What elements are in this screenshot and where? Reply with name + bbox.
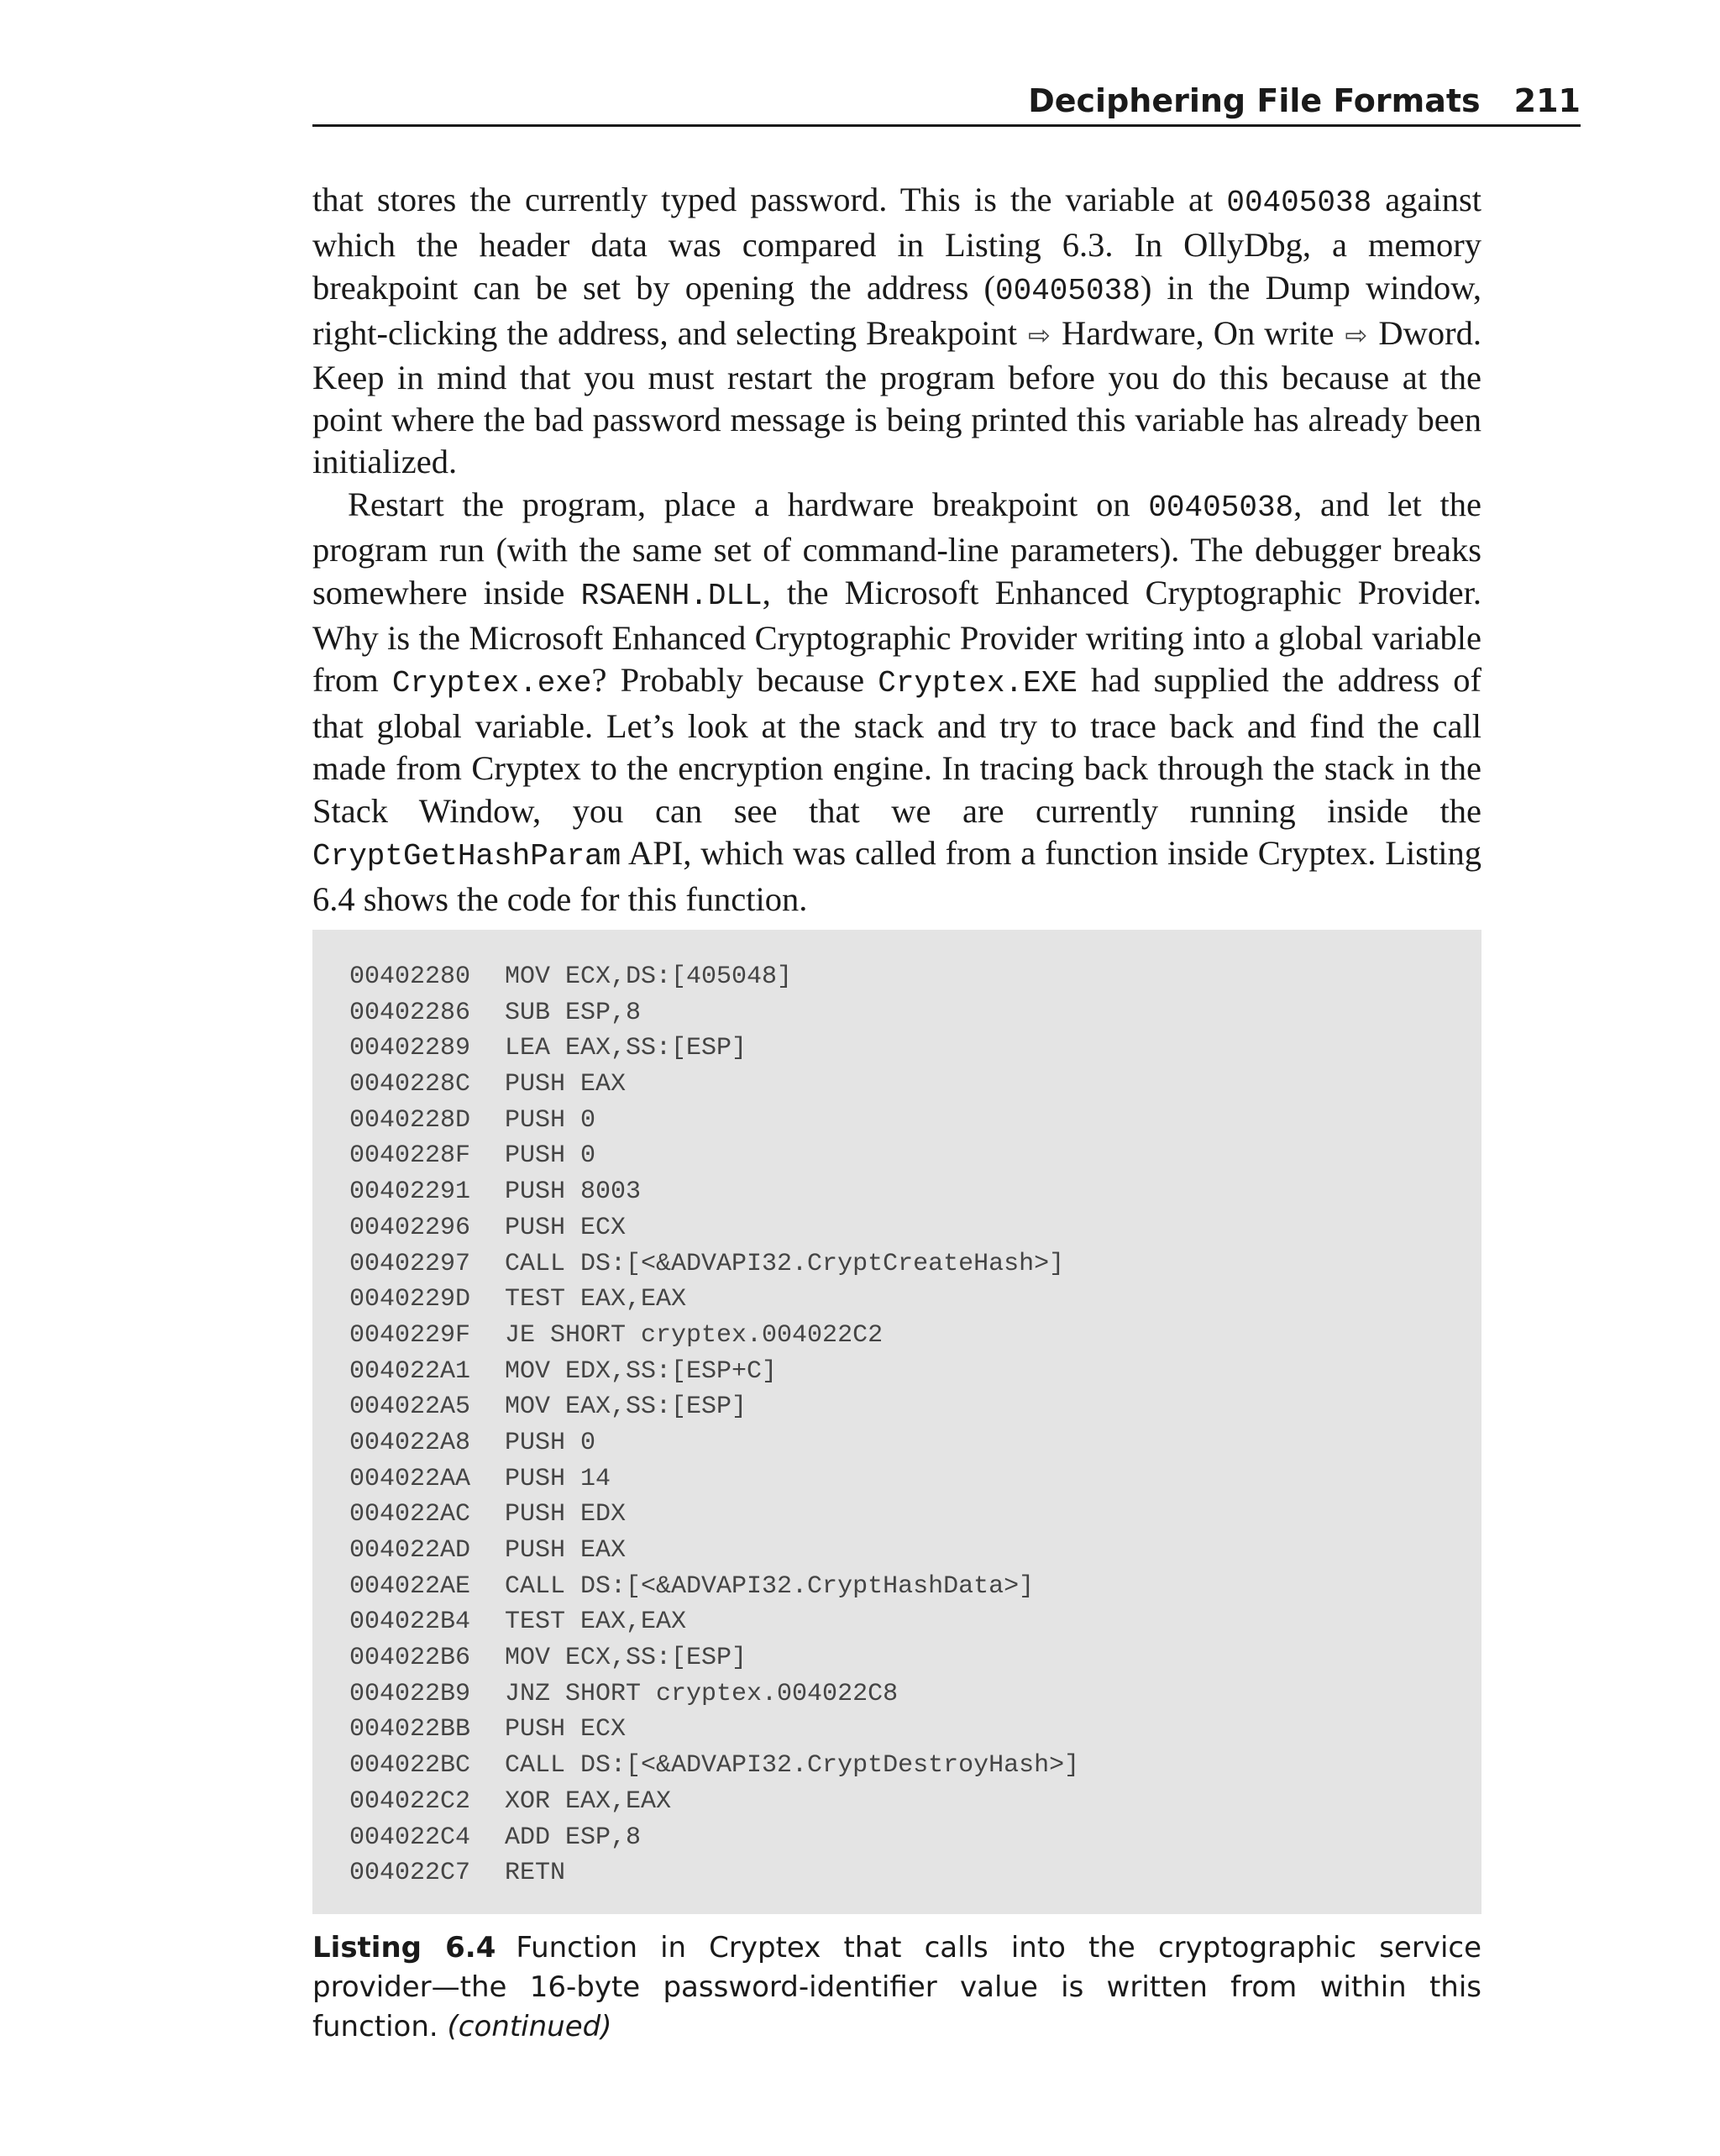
code-line xyxy=(349,1425,1481,1461)
code-instruction: ADD ESP,8 xyxy=(505,1823,642,1852)
code-instruction: PUSH 8003 xyxy=(505,1178,642,1207)
code-instruction: JNZ SHORT cryptex.004022C8 xyxy=(505,1679,899,1708)
paragraph-2: Restart the program, place a hardware breakpoint on 00405038, and let the program run (with the same set of command-line parameters). The debugger breaks somewhere inside RSAENH.DLL, the Microsoft Enhanced Cryptographic Provider. Why is the Microsoft Enhanced Cryptographic Provider writing into a global variable from Cryptex.exe? Probably because Cryptex.EXE had supplied the address of that global variable. Let’s look at the stack and try to trace back and find the call made from Cryptex to the encryption engine. In tracing back through the stack in the Stack Window, you can see that we are currently running inside the CryptGetHashParam API, which was called from a function inside Cryptex. Listing 6.4 shows the code for this function. xyxy=(312,485,1481,918)
code-address: 004022C7 xyxy=(349,1859,471,1888)
code-instruction: PUSH EDX xyxy=(505,1500,627,1529)
code-address: 004022AC xyxy=(349,1500,471,1529)
code-address: 004022AE xyxy=(349,1571,471,1601)
code-instruction: RETN xyxy=(505,1859,566,1888)
code-address: 0040229D xyxy=(349,1285,471,1314)
code-address: 00402280 xyxy=(349,963,471,991)
code-line xyxy=(349,1640,1481,1676)
code-instruction: CALL DS:[<&ADVAPI32.CryptDestroyHash>] xyxy=(505,1751,1080,1781)
caption-label: Listing 6.4 xyxy=(312,1931,496,1965)
chapter-title: Deciphering File Formats xyxy=(1028,82,1481,119)
menu-arrow-icon: ⇨ xyxy=(1028,319,1051,352)
code-line xyxy=(349,1855,1481,1891)
code-line xyxy=(349,1461,1481,1498)
inline-code: RSAENH.DLL xyxy=(580,578,763,613)
inline-code: 00405038 xyxy=(994,273,1141,308)
code-instruction: MOV ECX,SS:[ESP] xyxy=(505,1644,747,1673)
paragraph-1: that stores the currently typed password. This is the variable at 00405038 against which the header data was compared in Listing 6.3. In OllyDbg, a memory breakpoint can be set by opening the address (00405038) in the Dump window, right-clicking the address, and selecting Breakpoint ⇨ Hardware, On write ⇨ Dword. Keep in mind that you must restart the program before you do this because at the point where the bad password message is being printed this variable has already been initialized. xyxy=(312,181,1482,481)
code-address: 004022A8 xyxy=(349,1428,471,1457)
code-line xyxy=(349,1246,1481,1283)
code-instruction: PUSH 0 xyxy=(505,1105,596,1135)
code-line xyxy=(349,1103,1481,1139)
code-address: 00402297 xyxy=(349,1249,471,1278)
code-instruction: PUSH EAX xyxy=(505,1536,627,1565)
code-line xyxy=(349,1712,1481,1748)
page-number: 211 xyxy=(1513,82,1581,119)
code-instruction: MOV EDX,SS:[ESP+C] xyxy=(505,1356,778,1386)
code-line xyxy=(349,1138,1481,1174)
code-line xyxy=(349,1389,1481,1425)
inline-code: 00405038 xyxy=(1226,186,1372,220)
code-instruction: PUSH ECX xyxy=(505,1213,627,1242)
code-instruction: LEA EAX,SS:[ESP] xyxy=(505,1034,747,1063)
code-line xyxy=(349,1604,1481,1640)
code-line xyxy=(349,1784,1481,1820)
code-address: 004022C2 xyxy=(349,1786,471,1816)
code-address: 004022A5 xyxy=(349,1393,471,1422)
code-line xyxy=(349,1318,1481,1354)
code-line xyxy=(349,1354,1481,1390)
code-address: 0040228C xyxy=(349,1070,471,1099)
code-instruction: XOR EAX,EAX xyxy=(505,1786,672,1816)
code-line xyxy=(349,1533,1481,1569)
code-address: 004022AD xyxy=(349,1536,471,1565)
code-address: 004022A1 xyxy=(349,1356,471,1386)
code-line xyxy=(349,1031,1481,1067)
code-listing xyxy=(312,930,1481,1914)
code-address: 004022C4 xyxy=(349,1823,471,1852)
code-address: 004022BB xyxy=(349,1715,471,1744)
code-address: 00402286 xyxy=(349,998,471,1027)
code-address: 0040228F xyxy=(349,1141,471,1171)
inline-code: 00405038 xyxy=(1148,490,1294,525)
code-address: 004022BC xyxy=(349,1751,471,1781)
code-address: 0040229F xyxy=(349,1320,471,1350)
code-address: 004022B9 xyxy=(349,1679,471,1708)
code-instruction: SUB ESP,8 xyxy=(505,998,642,1027)
code-instruction: PUSH ECX xyxy=(505,1715,627,1744)
code-line xyxy=(349,1067,1481,1103)
code-line xyxy=(349,995,1481,1031)
code-line xyxy=(349,959,1481,995)
code-line xyxy=(349,1282,1481,1318)
code-address: 00402291 xyxy=(349,1178,471,1207)
code-instruction: TEST EAX,EAX xyxy=(505,1285,687,1314)
caption-text: Function in Cryptex that calls into the cryptographic service provider—the 16-byte password-identifier value is written from within this function. xyxy=(312,1931,1482,2043)
code-line xyxy=(349,1497,1481,1533)
code-address: 004022B4 xyxy=(349,1608,471,1637)
code-address: 004022AA xyxy=(349,1464,471,1493)
code-instruction: PUSH 0 xyxy=(505,1141,596,1171)
code-instruction: MOV ECX,DS:[405048] xyxy=(505,963,793,991)
caption-continued: (continued) xyxy=(447,2010,612,2043)
code-address: 0040228D xyxy=(349,1105,471,1135)
code-instruction: MOV EAX,SS:[ESP] xyxy=(505,1393,747,1422)
code-instruction: TEST EAX,EAX xyxy=(505,1608,687,1637)
code-line xyxy=(349,1676,1481,1713)
code-line xyxy=(349,1174,1481,1210)
listing-caption xyxy=(312,1928,1481,2047)
code-line xyxy=(349,1820,1481,1856)
inline-code: Cryptex.exe xyxy=(391,666,592,701)
code-line xyxy=(349,1210,1481,1246)
inline-code: Cryptex.EXE xyxy=(878,666,1078,701)
code-line xyxy=(349,1569,1481,1605)
code-instruction: PUSH 14 xyxy=(505,1464,611,1493)
code-instruction: CALL DS:[<&ADVAPI32.CryptCreateHash>] xyxy=(505,1249,1065,1278)
code-instruction: JE SHORT cryptex.004022C2 xyxy=(505,1320,884,1350)
code-address: 004022B6 xyxy=(349,1644,471,1673)
menu-arrow-icon: ⇨ xyxy=(1345,319,1368,352)
running-header xyxy=(312,77,1581,127)
code-address: 00402296 xyxy=(349,1213,471,1242)
inline-code: CryptGetHashParam xyxy=(312,839,621,874)
code-instruction: PUSH 0 xyxy=(505,1428,596,1457)
code-line xyxy=(349,1748,1481,1784)
code-instruction: CALL DS:[<&ADVAPI32.CryptHashData>] xyxy=(505,1571,1035,1601)
code-instruction: PUSH EAX xyxy=(505,1070,627,1099)
code-address: 00402289 xyxy=(349,1034,471,1063)
body-text xyxy=(312,179,1481,921)
